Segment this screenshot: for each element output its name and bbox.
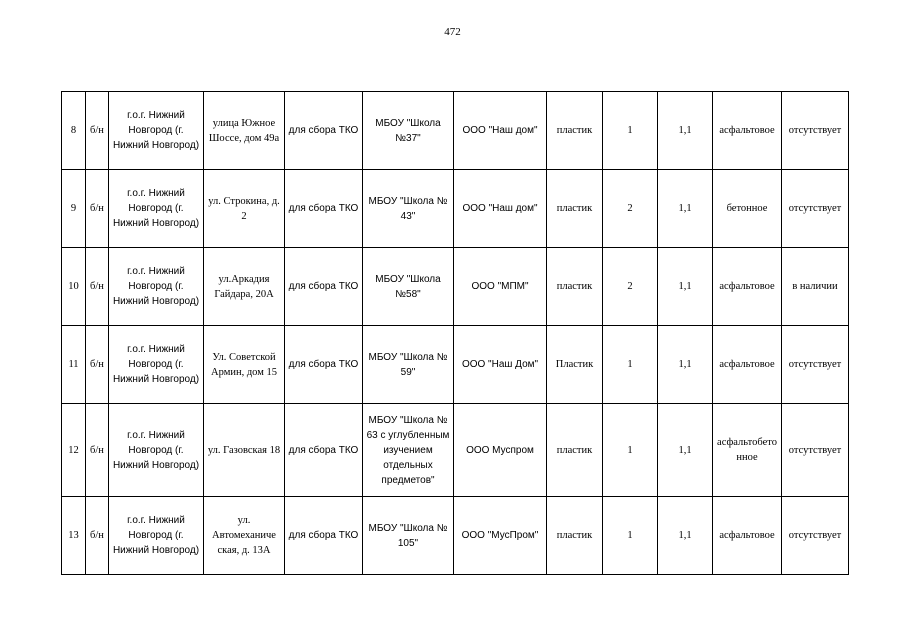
surface-cell: асфальтовое — [713, 326, 782, 404]
address-cell: улица Южное Шоссе, дом 49а — [204, 92, 285, 170]
owner-cell: МБОУ "Школа № 63 с углубленным изучением отдельных предметов" — [363, 404, 454, 497]
purpose-cell: для сбора ТКО — [285, 404, 363, 497]
fence-cell: отсутствует — [782, 404, 849, 497]
surface-cell: бетонное — [713, 170, 782, 248]
row-number: 13 — [62, 497, 86, 575]
registry-number: б/н — [86, 92, 109, 170]
operator-cell: ООО "Наш дом" — [454, 92, 547, 170]
surface-cell: асфальтовое — [713, 497, 782, 575]
registry-number: б/н — [86, 326, 109, 404]
registry-number: б/н — [86, 404, 109, 497]
material-cell: пластик — [547, 170, 603, 248]
container-count-cell: 1 — [603, 497, 658, 575]
address-cell: ул.Аркадия Гайдара, 20А — [204, 248, 285, 326]
operator-cell: ООО "Наш Дом" — [454, 326, 547, 404]
material-cell: пластик — [547, 92, 603, 170]
owner-cell: МБОУ "Школа № 43" — [363, 170, 454, 248]
container-count-cell: 1 — [603, 404, 658, 497]
surface-cell: асфальтовое — [713, 92, 782, 170]
row-number: 12 — [62, 404, 86, 497]
table-row — [62, 404, 849, 497]
operator-cell: ООО "МПМ" — [454, 248, 547, 326]
registry-table — [61, 91, 849, 575]
address-cell: ул. Автомеханиче ская, д. 13А — [204, 497, 285, 575]
table-row — [62, 170, 849, 248]
container-count-cell: 1 — [603, 92, 658, 170]
operator-cell: ООО "МусПром" — [454, 497, 547, 575]
purpose-cell: для сбора ТКО — [285, 248, 363, 326]
registry-number: б/н — [86, 497, 109, 575]
container-volume-cell: 1,1 — [658, 248, 713, 326]
table-row — [62, 326, 849, 404]
surface-cell: асфальтобето нное — [713, 404, 782, 497]
container-count-cell: 1 — [603, 326, 658, 404]
container-volume-cell: 1,1 — [658, 497, 713, 575]
registry-number: б/н — [86, 170, 109, 248]
municipality-cell: г.о.г. Нижний Новгород (г. Нижний Новгород) — [109, 92, 204, 170]
purpose-cell: для сбора ТКО — [285, 92, 363, 170]
operator-cell: ООО "Наш дом" — [454, 170, 547, 248]
fence-cell: в наличии — [782, 248, 849, 326]
purpose-cell: для сбора ТКО — [285, 497, 363, 575]
row-number: 10 — [62, 248, 86, 326]
material-cell: пластик — [547, 497, 603, 575]
address-cell: Ул. Советской Армин, дом 15 — [204, 326, 285, 404]
container-volume-cell: 1,1 — [658, 92, 713, 170]
address-cell: ул. Строкина, д. 2 — [204, 170, 285, 248]
table-row — [62, 92, 849, 170]
page-number: 472 — [444, 26, 461, 38]
operator-cell: ООО Муспром — [454, 404, 547, 497]
container-volume-cell: 1,1 — [658, 170, 713, 248]
owner-cell: МБОУ "Школа №37" — [363, 92, 454, 170]
purpose-cell: для сбора ТКО — [285, 170, 363, 248]
registry-number: б/н — [86, 248, 109, 326]
row-number: 9 — [62, 170, 86, 248]
table-row — [62, 248, 849, 326]
surface-cell: асфальтовое — [713, 248, 782, 326]
container-volume-cell: 1,1 — [658, 404, 713, 497]
material-cell: пластик — [547, 404, 603, 497]
municipality-cell: г.о.г. Нижний Новгород (г. Нижний Новгород) — [109, 497, 204, 575]
owner-cell: МБОУ "Школа № 59" — [363, 326, 454, 404]
row-number: 11 — [62, 326, 86, 404]
container-count-cell: 2 — [603, 248, 658, 326]
container-volume-cell: 1,1 — [658, 326, 713, 404]
fence-cell: отсутствует — [782, 497, 849, 575]
purpose-cell: для сбора ТКО — [285, 326, 363, 404]
table-row — [62, 497, 849, 575]
material-cell: Пластик — [547, 326, 603, 404]
fence-cell: отсутствует — [782, 92, 849, 170]
container-count-cell: 2 — [603, 170, 658, 248]
fence-cell: отсутствует — [782, 326, 849, 404]
municipality-cell: г.о.г. Нижний Новгород (г. Нижний Новгород) — [109, 326, 204, 404]
row-number: 8 — [62, 92, 86, 170]
owner-cell: МБОУ "Школа №58" — [363, 248, 454, 326]
fence-cell: отсутствует — [782, 170, 849, 248]
material-cell: пластик — [547, 248, 603, 326]
municipality-cell: г.о.г. Нижний Новгород (г. Нижний Новгород) — [109, 248, 204, 326]
address-cell: ул. Газовская 18 — [204, 404, 285, 497]
municipality-cell: г.о.г. Нижний Новгород (г. Нижний Новгород) — [109, 404, 204, 497]
municipality-cell: г.о.г. Нижний Новгород (г. Нижний Новгород) — [109, 170, 204, 248]
owner-cell: МБОУ "Школа № 105" — [363, 497, 454, 575]
